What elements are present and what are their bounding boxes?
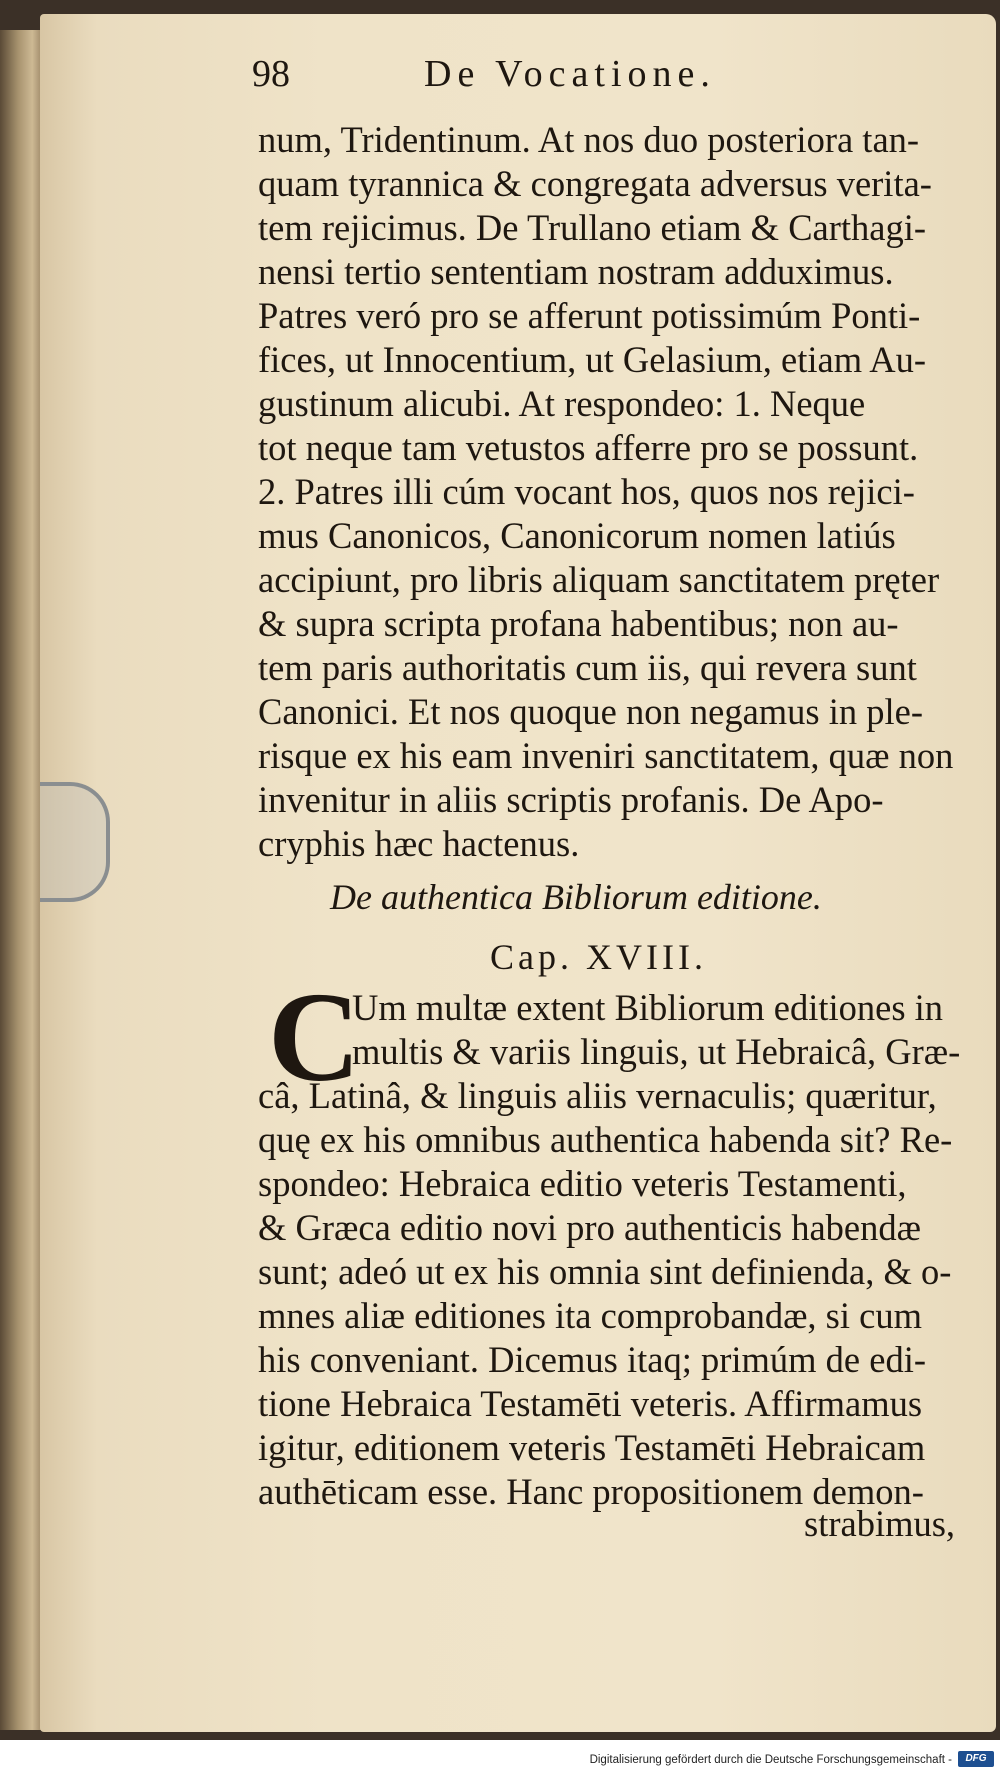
catchword: strabimus, <box>804 1503 956 1544</box>
text-line: & supra scripta profana habentibus; non au- <box>258 603 899 644</box>
chapter-text-line: & Græca editio novi pro authenticis habendæ <box>258 1207 921 1248</box>
footer-strip <box>0 1740 1000 1778</box>
text-line: mus Canonicos, Canonicorum nomen latiús <box>258 515 896 556</box>
chapter-text-line: igitur, editionem veteris Testamēti Hebraicam <box>258 1427 926 1468</box>
section-title: De authentica Bibliorum editione. <box>330 877 822 917</box>
text-line: invenitur in aliis scriptis profanis. De Apo- <box>258 779 884 820</box>
chapter-text-line: mnes aliæ editiones ita comprobandæ, si cum <box>258 1295 922 1336</box>
page-header <box>252 52 892 116</box>
page-number: 98 <box>252 53 290 95</box>
running-head: De Vocatione. <box>424 53 716 95</box>
chapter-text-line: sunt; adeó ut ex his omnia sint definienda, & o- <box>258 1251 952 1292</box>
text-line: accipiunt, pro libris aliquam sanctitatem pręter <box>258 559 940 600</box>
text-line: Canonici. Et nos quoque non negamus in ple- <box>258 691 924 732</box>
text-line: 2. Patres illi cúm vocant hos, quos nos rejici- <box>258 471 915 512</box>
text-line: tem rejicimus. De Trullano etiam & Carthagi- <box>258 207 927 248</box>
chapter-text-line: authēticam esse. Hanc propositionem demon- <box>258 1471 924 1512</box>
chapter-text-line: quę ex his omnibus authentica habenda sit? Re- <box>258 1119 953 1160</box>
text-line: tot neque tam vetustos afferre pro se possunt. <box>258 427 919 468</box>
text-line: cryphis hæc hactenus. <box>258 823 580 864</box>
text-line: nensi tertio sententiam nostram adduximus. <box>258 251 894 292</box>
chapter-text-line: câ, Latinâ, & linguis aliis vernaculis; quæritur, <box>258 1075 937 1116</box>
drop-cap: C <box>268 966 361 1108</box>
page-clip <box>40 782 110 902</box>
dfg-logo-icon: DFG <box>958 1751 994 1767</box>
chapter-text-line: his conveniant. Dicemus itaq; primúm de edi- <box>258 1339 926 1380</box>
text-line: num, Tridentinum. At nos duo posteriora tan- <box>258 119 920 160</box>
text-line: quam tyrannica & congregata adversus verita- <box>258 163 932 204</box>
funding-credit: Digitalisierung gefördert durch die Deutsche Forschungsgemeinschaft - <box>589 1754 952 1766</box>
chapter-heading: Cap. XVIII. <box>490 937 707 977</box>
text-line: fices, ut Innocentium, ut Gelasium, etiam Au- <box>258 339 926 380</box>
chapter-text-line: tione Hebraica Testamēti veteris. Affirmamus <box>258 1383 923 1424</box>
chapter-text-line: spondeo: Hebraica editio veteris Testamenti, <box>258 1163 907 1204</box>
text-line: Patres veró pro se afferunt potissimúm Ponti- <box>258 295 921 336</box>
chapter-text-line: Um multæ extent Bibliorum editiones in <box>352 987 944 1028</box>
text-line: risque ex his eam inveniri sanctitatem, quæ non <box>258 735 954 776</box>
chapter-text-line: multis & variis linguis, ut Hebraicâ, Græ- <box>352 1031 961 1072</box>
text-line: tem paris authoritatis cum iis, qui revera sunt <box>258 647 917 688</box>
text-line: gustinum alicubi. At respondeo: 1. Neque <box>258 383 866 424</box>
